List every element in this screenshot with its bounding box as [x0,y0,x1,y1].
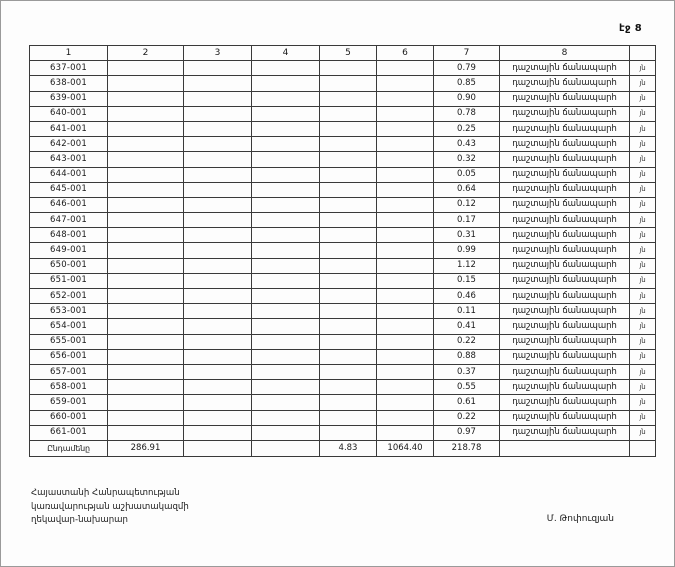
column-header: 1 [30,46,108,61]
empty-cell [377,228,434,243]
land-type-cell: դաշտային ճանապարհ [500,228,630,243]
parcel-code-cell: 655-001 [30,334,108,349]
column-header: 3 [184,46,252,61]
parcel-code-cell: 641-001 [30,121,108,136]
page-number: էջ 8 [618,23,642,34]
row-margin-cell: յն [630,137,656,152]
empty-cell [252,364,320,379]
area-value-cell: 0.99 [434,243,500,258]
empty-cell [184,137,252,152]
empty-cell [377,319,434,334]
empty-cell [252,121,320,136]
empty-cell [184,243,252,258]
table-header-row [30,46,656,61]
parcel-code-cell: 656-001 [30,349,108,364]
total-value-cell [500,440,630,456]
area-value-cell: 0.05 [434,167,500,182]
empty-cell [108,258,184,273]
table-row [30,319,656,334]
empty-cell [320,243,377,258]
land-type-cell: դաշտային ճանապարհ [500,289,630,304]
table-row [30,410,656,425]
empty-cell [320,395,377,410]
empty-cell [252,197,320,212]
empty-cell [252,395,320,410]
land-type-cell: դաշտային ճանապարհ [500,364,630,379]
row-margin-cell: յն [630,319,656,334]
total-value-cell [184,440,252,456]
empty-cell [252,137,320,152]
row-margin-cell: յն [630,213,656,228]
empty-cell [184,289,252,304]
land-type-cell: դաշտային ճանապարհ [500,349,630,364]
empty-cell [377,304,434,319]
table-row [30,213,656,228]
empty-cell [377,425,434,440]
empty-cell [108,319,184,334]
empty-cell [252,319,320,334]
empty-cell [377,137,434,152]
empty-cell [320,228,377,243]
land-parcel-table-wrap [29,45,655,457]
empty-cell [320,167,377,182]
land-type-cell: դաշտային ճանապարհ [500,213,630,228]
empty-cell [108,395,184,410]
empty-cell [377,380,434,395]
empty-cell [108,152,184,167]
empty-cell [184,425,252,440]
empty-cell [320,76,377,91]
empty-cell [184,76,252,91]
empty-cell [184,349,252,364]
row-margin-cell: յն [630,273,656,288]
empty-cell [377,76,434,91]
footer-line-1: Հայաստանի Հանրապետության [31,488,180,498]
parcel-code-cell: 638-001 [30,76,108,91]
empty-cell [252,349,320,364]
empty-cell [108,349,184,364]
land-type-cell: դաշտային ճանապարհ [500,380,630,395]
empty-cell [320,137,377,152]
empty-cell [377,91,434,106]
area-value-cell: 1.12 [434,258,500,273]
parcel-code-cell: 642-001 [30,137,108,152]
table-total-row [30,440,656,456]
land-type-cell: դաշտային ճանապարհ [500,106,630,121]
empty-cell [320,349,377,364]
row-margin-cell: յն [630,243,656,258]
empty-cell [320,319,377,334]
table-row [30,395,656,410]
row-margin-cell: յն [630,334,656,349]
parcel-code-cell: 640-001 [30,106,108,121]
land-type-cell: դաշտային ճանապարհ [500,61,630,76]
empty-cell [108,76,184,91]
land-type-cell: դաշտային ճանապարհ [500,258,630,273]
row-margin-cell [630,46,656,61]
parcel-code-cell: 651-001 [30,273,108,288]
row-margin-cell: յն [630,167,656,182]
land-type-cell: դաշտային ճանապարհ [500,197,630,212]
empty-cell [108,137,184,152]
empty-cell [184,258,252,273]
empty-cell [320,152,377,167]
column-header: 6 [377,46,434,61]
area-value-cell: 0.15 [434,273,500,288]
parcel-code-cell: 661-001 [30,425,108,440]
table-row [30,228,656,243]
column-header: 2 [108,46,184,61]
empty-cell [252,410,320,425]
footer-signature-block [31,487,189,528]
area-value-cell: 0.31 [434,228,500,243]
land-parcel-table [29,45,656,457]
empty-cell [252,380,320,395]
parcel-code-cell: 649-001 [30,243,108,258]
parcel-code-cell: 643-001 [30,152,108,167]
empty-cell [184,380,252,395]
empty-cell [252,228,320,243]
empty-cell [108,364,184,379]
empty-cell [184,395,252,410]
area-value-cell: 0.17 [434,213,500,228]
empty-cell [320,91,377,106]
empty-cell [320,380,377,395]
table-row [30,76,656,91]
area-value-cell: 0.22 [434,334,500,349]
row-margin-cell: յն [630,410,656,425]
land-type-cell: դաշտային ճանապարհ [500,137,630,152]
area-value-cell: 0.64 [434,182,500,197]
empty-cell [108,121,184,136]
land-type-cell: դաշտային ճանապարհ [500,395,630,410]
column-header: 4 [252,46,320,61]
empty-cell [184,106,252,121]
empty-cell [252,273,320,288]
empty-cell [108,425,184,440]
parcel-code-cell: 659-001 [30,395,108,410]
empty-cell [184,273,252,288]
row-margin-cell: յն [630,258,656,273]
empty-cell [320,106,377,121]
area-value-cell: 0.25 [434,121,500,136]
empty-cell [184,228,252,243]
empty-cell [377,106,434,121]
empty-cell [108,334,184,349]
empty-cell [377,182,434,197]
empty-cell [252,213,320,228]
column-header: 8 [500,46,630,61]
empty-cell [320,273,377,288]
empty-cell [320,258,377,273]
empty-cell [320,334,377,349]
signer-name: Մ. Թոփուզյան [546,514,614,524]
land-type-cell: դաշտային ճանապարհ [500,243,630,258]
empty-cell [184,197,252,212]
empty-cell [377,364,434,379]
empty-cell [108,273,184,288]
empty-cell [184,91,252,106]
land-type-cell: դաշտային ճանապարհ [500,410,630,425]
area-value-cell: 0.22 [434,410,500,425]
table-row [30,334,656,349]
area-value-cell: 0.43 [434,137,500,152]
empty-cell [377,395,434,410]
empty-cell [184,121,252,136]
land-type-cell: դաշտային ճանապարհ [500,425,630,440]
land-type-cell: դաշտային ճանապարհ [500,167,630,182]
empty-cell [108,167,184,182]
total-value-cell [252,440,320,456]
empty-cell [320,304,377,319]
empty-cell [108,61,184,76]
empty-cell [320,182,377,197]
table-row [30,167,656,182]
parcel-code-cell: 644-001 [30,167,108,182]
parcel-code-cell: 645-001 [30,182,108,197]
row-margin-cell [630,440,656,456]
empty-cell [320,289,377,304]
land-type-cell: դաշտային ճանապարհ [500,152,630,167]
empty-cell [108,289,184,304]
row-margin-cell: յն [630,304,656,319]
table-row [30,304,656,319]
row-margin-cell: յն [630,349,656,364]
empty-cell [184,213,252,228]
empty-cell [252,304,320,319]
table-row [30,273,656,288]
empty-cell [108,380,184,395]
table-row [30,349,656,364]
row-margin-cell: յն [630,380,656,395]
empty-cell [252,91,320,106]
table-row [30,364,656,379]
empty-cell [320,61,377,76]
table-row [30,106,656,121]
empty-cell [108,197,184,212]
land-type-cell: դաշտային ճանապարհ [500,304,630,319]
land-type-cell: դաշտային ճանապարհ [500,91,630,106]
empty-cell [320,213,377,228]
table-row [30,91,656,106]
empty-cell [184,167,252,182]
empty-cell [377,61,434,76]
empty-cell [377,334,434,349]
empty-cell [252,167,320,182]
empty-cell [252,258,320,273]
empty-cell [377,121,434,136]
empty-cell [252,182,320,197]
total-value-cell: 4.83 [320,440,377,456]
empty-cell [377,258,434,273]
table-row [30,289,656,304]
area-value-cell: 0.12 [434,197,500,212]
table-row [30,425,656,440]
empty-cell [108,243,184,258]
land-type-cell: դաշտային ճանապարհ [500,182,630,197]
area-value-cell: 0.61 [434,395,500,410]
empty-cell [184,182,252,197]
empty-cell [252,106,320,121]
parcel-code-cell: 646-001 [30,197,108,212]
row-margin-cell: յն [630,61,656,76]
empty-cell [252,243,320,258]
empty-cell [252,289,320,304]
empty-cell [184,319,252,334]
parcel-code-cell: 648-001 [30,228,108,243]
area-value-cell: 0.37 [434,364,500,379]
empty-cell [377,213,434,228]
empty-cell [108,91,184,106]
empty-cell [252,152,320,167]
table-row [30,152,656,167]
empty-cell [320,410,377,425]
row-margin-cell: յն [630,76,656,91]
empty-cell [252,425,320,440]
empty-cell [252,76,320,91]
row-margin-cell: յն [630,182,656,197]
empty-cell [377,349,434,364]
parcel-code-cell: 652-001 [30,289,108,304]
empty-cell [252,334,320,349]
total-value-cell: 1064.40 [377,440,434,456]
empty-cell [184,152,252,167]
parcel-code-cell: 653-001 [30,304,108,319]
row-margin-cell: յն [630,106,656,121]
empty-cell [377,167,434,182]
table-row [30,182,656,197]
area-value-cell: 0.97 [434,425,500,440]
empty-cell [108,410,184,425]
column-header: 5 [320,46,377,61]
area-value-cell: 0.46 [434,289,500,304]
row-margin-cell: յն [630,91,656,106]
parcel-code-cell: 637-001 [30,61,108,76]
footer-line-2: կառավարության աշխատակազմի [31,501,189,512]
empty-cell [320,364,377,379]
area-value-cell: 0.11 [434,304,500,319]
area-value-cell: 0.41 [434,319,500,334]
empty-cell [108,228,184,243]
area-value-cell: 0.90 [434,91,500,106]
land-type-cell: դաշտային ճանապարհ [500,121,630,136]
row-margin-cell: յն [630,364,656,379]
empty-cell [108,106,184,121]
empty-cell [184,364,252,379]
area-value-cell: 0.85 [434,76,500,91]
land-type-cell: դաշտային ճանապարհ [500,319,630,334]
row-margin-cell: յն [630,395,656,410]
empty-cell [320,197,377,212]
row-margin-cell: յն [630,197,656,212]
empty-cell [108,182,184,197]
empty-cell [377,243,434,258]
parcel-code-cell: 639-001 [30,91,108,106]
total-value-cell: 286.91 [108,440,184,456]
area-value-cell: 0.32 [434,152,500,167]
land-type-cell: դաշտային ճանապարհ [500,273,630,288]
empty-cell [184,334,252,349]
land-type-cell: դաշտային ճանապարհ [500,334,630,349]
empty-cell [184,61,252,76]
row-margin-cell: յն [630,425,656,440]
parcel-code-cell: 660-001 [30,410,108,425]
empty-cell [184,410,252,425]
table-row [30,258,656,273]
table-row [30,197,656,212]
row-margin-cell: յն [630,228,656,243]
parcel-code-cell: 658-001 [30,380,108,395]
total-value-cell: 218.78 [434,440,500,456]
parcel-code-cell: 650-001 [30,258,108,273]
table-row [30,137,656,152]
empty-cell [377,289,434,304]
table-row [30,121,656,136]
parcel-code-cell: 654-001 [30,319,108,334]
area-value-cell: 0.55 [434,380,500,395]
row-margin-cell: յն [630,121,656,136]
total-label-cell: Ընդամենը [30,440,108,456]
table-row [30,380,656,395]
row-margin-cell: յն [630,289,656,304]
table-row [30,243,656,258]
empty-cell [377,273,434,288]
parcel-code-cell: 657-001 [30,364,108,379]
empty-cell [252,61,320,76]
table-row [30,61,656,76]
empty-cell [320,121,377,136]
area-value-cell: 0.78 [434,106,500,121]
empty-cell [377,410,434,425]
empty-cell [108,213,184,228]
area-value-cell: 0.88 [434,349,500,364]
column-header: 7 [434,46,500,61]
empty-cell [377,197,434,212]
footer-line-3: ղեկավար-նախարար [31,515,128,525]
empty-cell [108,304,184,319]
empty-cell [377,152,434,167]
row-margin-cell: յն [630,152,656,167]
area-value-cell: 0.79 [434,61,500,76]
parcel-code-cell: 647-001 [30,213,108,228]
empty-cell [320,425,377,440]
land-type-cell: դաշտային ճանապարհ [500,76,630,91]
empty-cell [184,304,252,319]
